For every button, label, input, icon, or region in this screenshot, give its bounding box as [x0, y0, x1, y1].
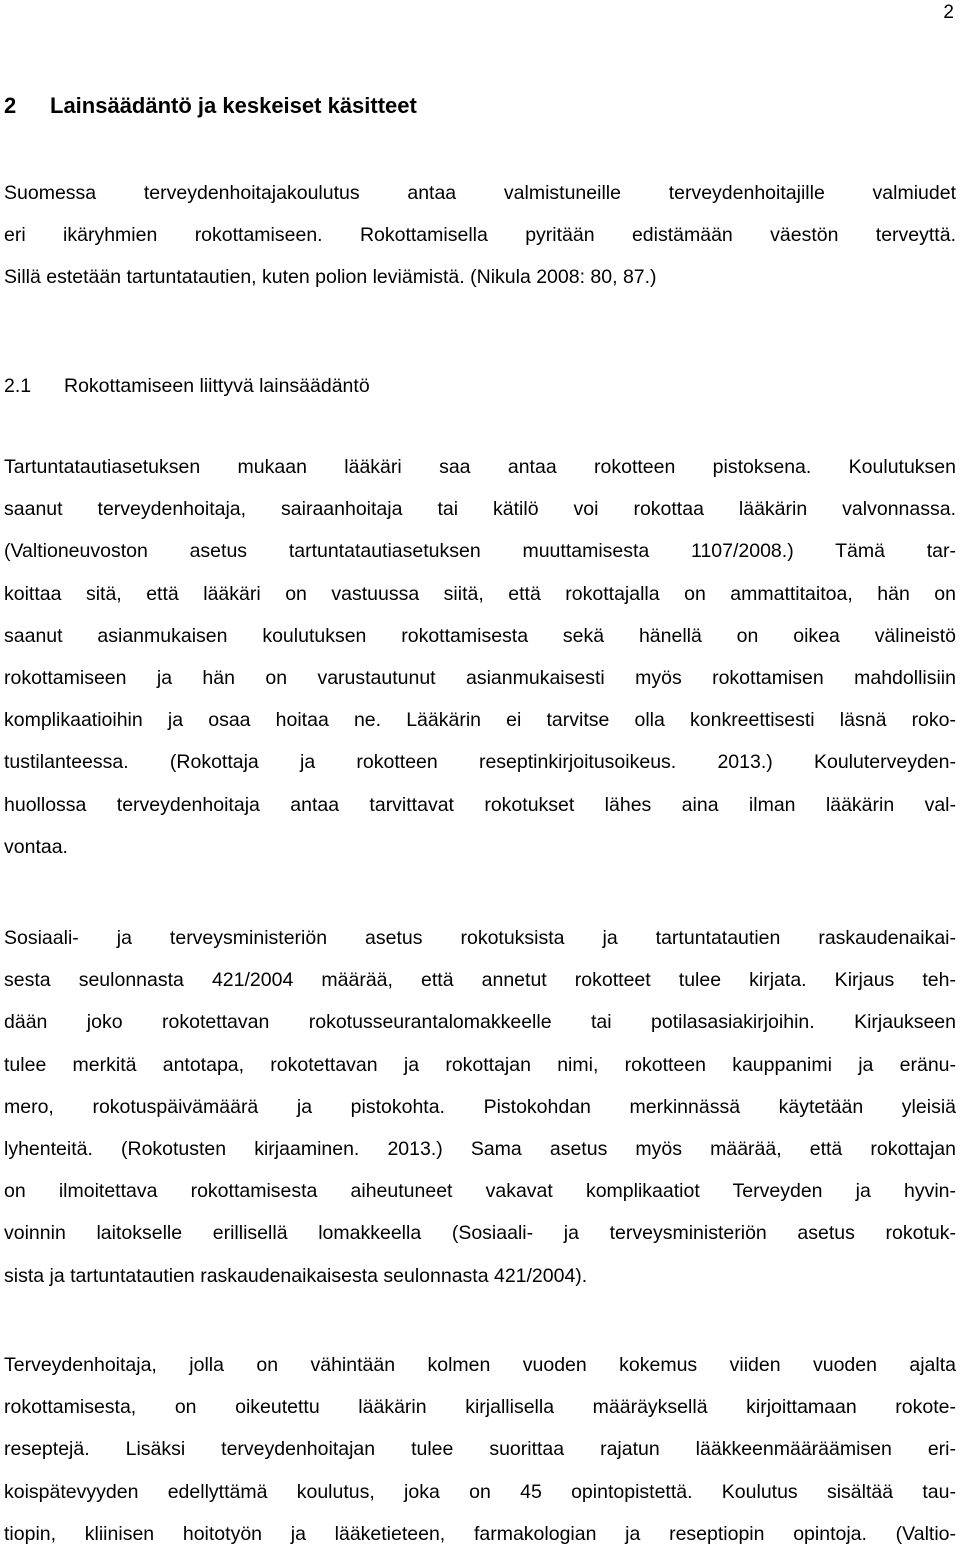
- text-line: tiopin, kliinisen hoitotyön ja lääketieteen, farmakologian ja reseptiopin opintoja. (Valtio-: [4, 1522, 956, 1545]
- section-number: 2.1: [4, 375, 32, 397]
- text-line: dään joko rokotettavan rokotusseurantalomakkeelle tai potilasasiakirjoihin. Kirjaukseen: [4, 1011, 956, 1034]
- text-line: Sosiaali- ja terveysministeriön asetus rokotuksista ja tartuntatautien raskaudenaikai-: [4, 927, 956, 949]
- text-line: Tartuntatautiasetuksen mukaan lääkäri saa antaa rokotteen pistoksena. Koulutuksen: [4, 456, 956, 478]
- paragraph-recording: [4, 917, 956, 1297]
- text-line: (Valtioneuvoston asetus tartuntatautiasetuksen muuttamisesta 1107/2008.) Tämä tar-: [4, 540, 956, 563]
- text-line: saanut asianmukaisen koulutuksen rokottamisesta sekä hänellä on oikea välineistö: [4, 624, 956, 647]
- text-line: komplikaatioihin ja osaa hoitaa ne. Lääkärin ei tarvitse olla konkreettisesti läsnä roko-: [4, 709, 956, 732]
- text-line: Sillä estetään tartuntatautien, kuten polion leviämistä. (Nikula 2008: 80, 87.): [4, 266, 657, 289]
- chapter-heading: [4, 92, 417, 120]
- text-line: voinnin laitokselle erillisellä lomakkeella (Sosiaali- ja terveysministeriön asetus rokotuk-: [4, 1222, 956, 1245]
- text-line: koittaa sitä, että lääkäri on vastuussa siitä, että rokottajalla on ammattitaitoa, hän on: [4, 582, 956, 605]
- text-line: mero, rokotuspäivämäärä ja pistokohta. Pistokohdan merkinnässä käytetään yleisiä: [4, 1095, 956, 1118]
- text-line: on ilmoitettava rokottamisesta aiheutuneet vakavat komplikaatiot Terveyden ja hyvin-: [4, 1180, 956, 1203]
- text-line: eri ikäryhmien rokottamiseen. Rokottamisella pyritään edistämään väestön terveyttä.: [4, 224, 956, 247]
- text-line: Terveydenhoitaja, jolla on vähintään kolmen vuoden kokemus viiden vuoden ajalta: [4, 1354, 956, 1376]
- text-line: lyhenteitä. (Rokotusten kirjaaminen. 2013.) Sama asetus myös määrää, että rokottajan: [4, 1137, 956, 1160]
- page-number: 2: [943, 2, 954, 23]
- text-line: sista ja tartuntatautien raskaudenaikaisesta seulonnasta 421/2004).: [4, 1264, 588, 1287]
- text-line: huollossa terveydenhoitaja antaa tarvittavat rokotukset lähes aina ilman lääkärin val-: [4, 793, 956, 816]
- text-line: Suomessa terveydenhoitajakoulutus antaa valmistuneille terveydenhoitajille valmiudet: [4, 182, 956, 204]
- text-line: rokottamiseen ja hän on varustautunut asianmukaisesti myös rokottamisen mahdollisiin: [4, 666, 956, 689]
- text-line: reseptejä. Lisäksi terveydenhoitajan tulee suorittaa rajatun lääkkeenmääräämisen eri-: [4, 1438, 956, 1461]
- text-line: koispätevyyden edellyttämä koulutus, joka on 45 opintopistettä. Koulutus sisältää tau-: [4, 1480, 956, 1503]
- chapter-title: Lainsäädäntö ja keskeiset käsitteet: [50, 93, 417, 118]
- text-line: sesta seulonnasta 421/2004 määrää, että annetut rokotteet tulee kirjata. Kirjaus teh-: [4, 969, 956, 992]
- text-line: saanut terveydenhoitaja, sairaanhoitaja tai kätilö voi rokottaa lääkärin valvonnassa.: [4, 498, 956, 521]
- section-title: Rokottamiseen liittyvä lainsäädäntö: [64, 375, 370, 397]
- paragraph-prescription: [4, 1344, 956, 1555]
- intro-paragraph: [4, 172, 956, 299]
- text-line: tulee merkitä antotapa, rokotettavan ja rokottajan nimi, rokotteen kauppanimi ja eränu-: [4, 1053, 956, 1076]
- text-line: rokottamisesta, on oikeutettu lääkärin kirjallisella määräyksellä kirjoittamaan rokote-: [4, 1396, 956, 1419]
- chapter-number: 2: [4, 93, 17, 118]
- text-line: vontaa.: [4, 835, 68, 858]
- section-heading: [4, 372, 370, 400]
- paragraph-legislation: [4, 446, 956, 868]
- text-line: tustilanteessa. (Rokottaja ja rokotteen reseptinkirjoitusoikeus. 2013.) Kouluterveyden-: [4, 751, 956, 774]
